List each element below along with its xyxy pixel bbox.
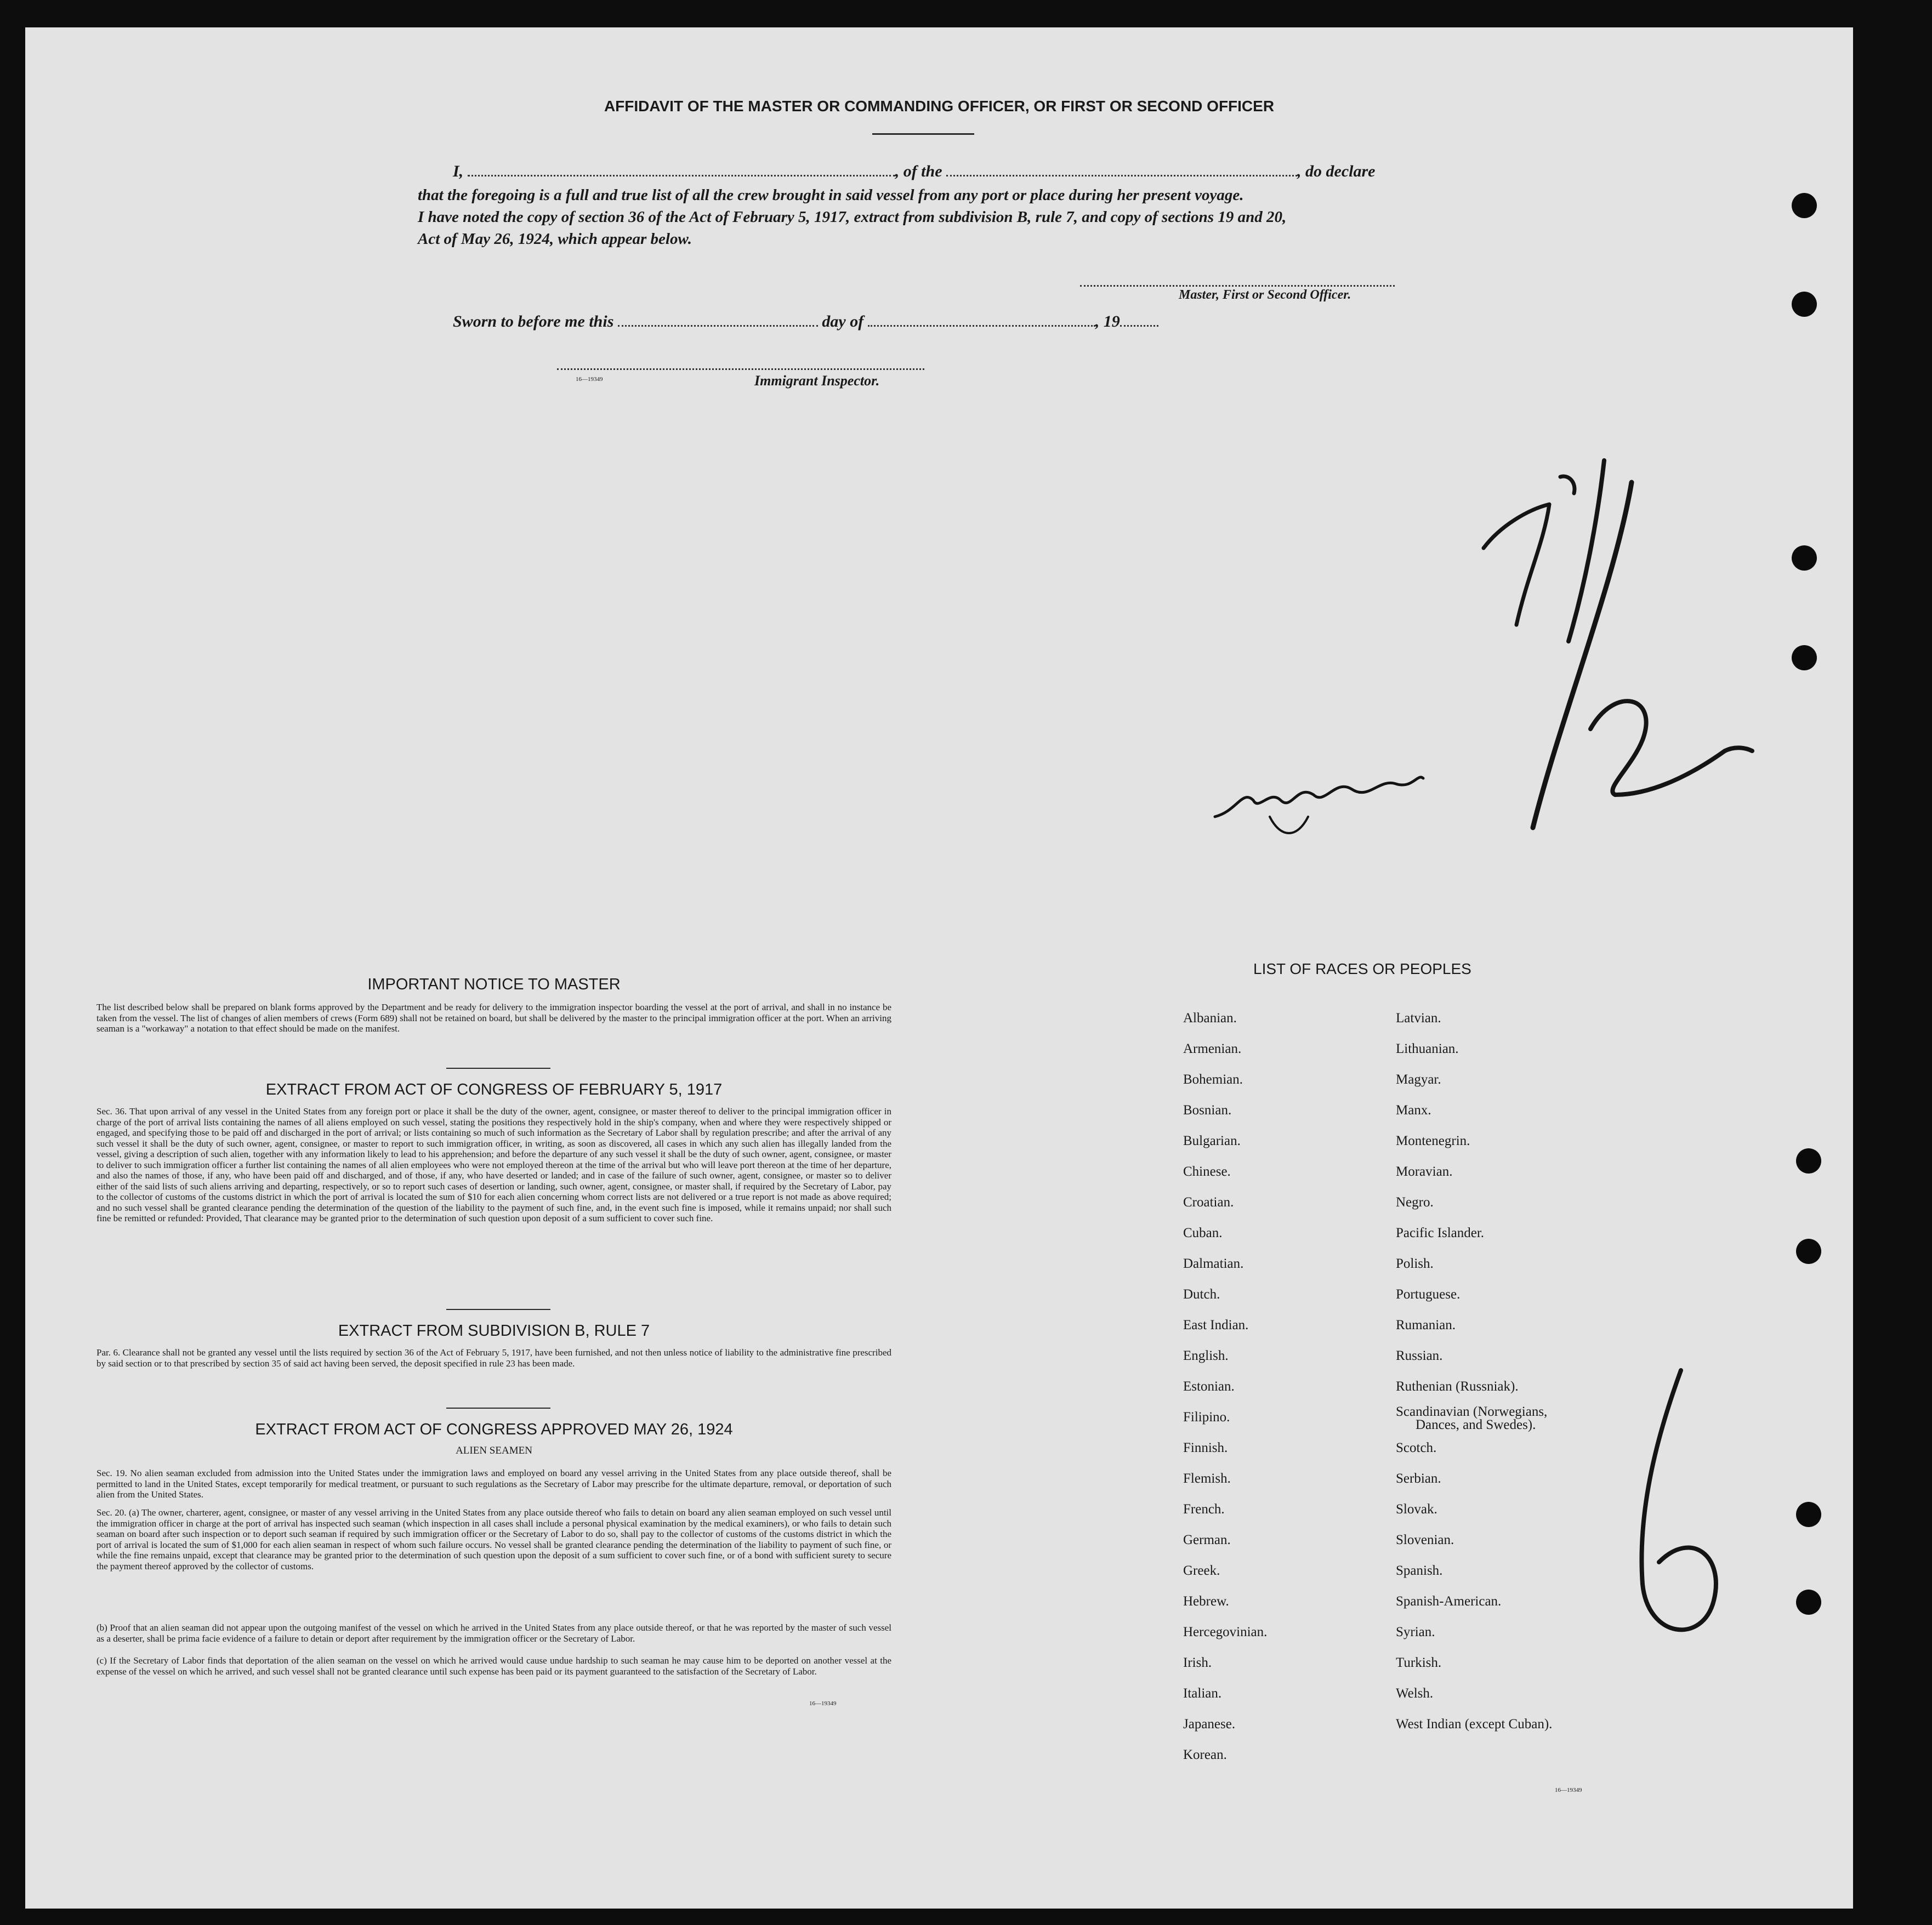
- race-item: Dalmatian.: [1183, 1256, 1244, 1271]
- notice-title: IMPORTANT NOTICE TO MASTER: [367, 976, 621, 993]
- race-item: Slovenian.: [1396, 1533, 1454, 1547]
- race-item: Spanish-American.: [1396, 1594, 1502, 1609]
- race-item: Magyar.: [1396, 1072, 1441, 1087]
- punch-hole: [1792, 545, 1817, 571]
- extract-1917-title: EXTRACT FROM ACT OF CONGRESS OF FEBRUARY 5, 1917: [265, 1081, 723, 1098]
- race-item: Montenegrin.: [1396, 1134, 1470, 1148]
- punch-hole: [1796, 1148, 1821, 1174]
- vessel-name-field[interactable]: [946, 175, 1297, 176]
- sworn-line: [453, 312, 1158, 331]
- race-item: Bosnian.: [1183, 1103, 1232, 1118]
- punch-hole: [1792, 292, 1817, 317]
- handwritten-number: [1626, 1365, 1736, 1650]
- race-item: Korean.: [1183, 1747, 1227, 1762]
- extract-form-number: 16—19349: [809, 1700, 837, 1707]
- extract-1924-subtitle: ALIEN SEAMEN: [456, 1445, 532, 1456]
- race-item: Welsh.: [1396, 1686, 1434, 1701]
- extract-1924-sec20a: Sec. 20. (a) The owner, charterer, agent, consignee, or master of any vessel arriving in the United States from any place outside thereof who fails to detain on board any alien seaman employed on such vessel until the immigration officer in charge at the port of arrival has inspected such seaman (which inspection in all cases shall include a personal physical examination by the medical examiners), or who fails to detain such seaman on board after such inspection or to deport such seaman if required by such immigration officer or the Secretary of Labor to do so, shall pay to the collector of customs of the customs district in which the port of arrival is located the sum of $1,000 for each alien seaman in respect of whom such failure occurs. No vessel shall be granted clearance pending the determination of the liability to payment of such fine, or while the fine remains unpaid, except that clearance may be granted prior to the determination of such question upon the deposit of a sum sufficient to cover such fine, or of a bond with sufficient surety to secure the payment thereof approved by the collector of customs.: [96, 1507, 891, 1571]
- race-item: Filipino.: [1183, 1410, 1230, 1425]
- divider-1: [446, 1068, 550, 1069]
- race-item: French.: [1183, 1502, 1225, 1517]
- race-item: Cuban.: [1183, 1226, 1223, 1240]
- race-item: Moravian.: [1396, 1164, 1453, 1179]
- affidavit-form-number: 16—19349: [576, 376, 603, 383]
- declarant-name-field[interactable]: [468, 175, 895, 176]
- divider-2: [446, 1309, 550, 1310]
- race-item: Latvian.: [1396, 1011, 1441, 1026]
- punch-hole: [1792, 645, 1817, 670]
- inspector-label: Immigrant Inspector.: [754, 373, 880, 389]
- race-item: Dutch.: [1183, 1287, 1220, 1302]
- race-item: English.: [1183, 1348, 1229, 1363]
- punch-hole: [1796, 1239, 1821, 1264]
- race-item: Scandinavian (Norwegians,: [1396, 1404, 1548, 1419]
- extract-1924-sec20c: (c) If the Secretary of Labor finds that deportation of the alien seaman on the vessel on which he arrived would cause undue hardship to such seaman he may cause him to be deported on another vessel at the expense of the vessel on which he arrived, and such vessel shall not be granted clearance until such expense has been paid or its payment guaranteed to the satisfaction of the Secretary of Labor.: [96, 1655, 891, 1677]
- race-item: Lithuanian.: [1396, 1041, 1459, 1056]
- race-item: Manx.: [1396, 1103, 1431, 1118]
- affidavit-line3: I have noted the copy of section 36 of the Act of February 5, 1917, extract from subdivision B, rule 7, and copy of sections 19 and 20,: [418, 208, 1287, 226]
- punch-hole: [1796, 1590, 1821, 1615]
- declarant-label: I,: [453, 162, 464, 180]
- races-right-column: [1396, 1003, 1552, 1740]
- race-item: Spanish.: [1396, 1563, 1443, 1578]
- extract-1917-body: Sec. 36. That upon arrival of any vessel in the United States from any foreign port or place it shall be the duty of the owner, agent, consignee, or master thereof to deliver to the principal immigration officer in charge of the port of arrival lists containing the names of all aliens employed on such vessel, stating the positions they respectively hold in the ship's company, when and where they were respectively shipped or engaged, and specifying those to be paid off and discharged in the port of arrival; or lists containing so much of such information as the Secretary of Labor shall by regulation prescribe; and after the arrival of any such vessel it shall be the duty of such owner, agent, consignee, or master to report to such immigration officer, in writing, as soon as discovered, all cases in which any such alien has illegally landed from the vessel, giving a description of such alien, together with any information likely to lead to his apprehension; and before the departure of any such vessel it shall be the duty of such owner, agent, consignee, or master to deliver to such immigration officer a further list containing the names of all alien employees who were not employed thereon at the time of the arrival but who will leave port thereon at the time of her departure, and also the names of those, if any, who have been paid off and discharged, and of those, if any, who have deserted or landed; and in case of the failure of such owner, agent, consignee, or master so to deliver either of the said lists of such aliens arriving and departing, respectively, or so to report such cases of desertion or landing, such owner, agent, consignee, or master shall, if required by the Secretary of Labor, pay to the collector of customs of the customs district in which the port of arrival is located the sum of $10 for each alien concerning whom correct lists are not delivered or a true report is not made as above required; and no such vessel shall be granted clearance pending the determination of the question of the liability to the payment of such fine, and, in the event such fine is imposed, while it remains unpaid; nor shall such fine be remitted or refunded: Provided, That clearance may be granted prior to the determination of such question upon deposit of a sum sufficient to cover such fine.: [96, 1106, 891, 1223]
- race-item: German.: [1183, 1533, 1231, 1547]
- race-item: Negro.: [1396, 1195, 1434, 1210]
- race-item: Turkish.: [1396, 1655, 1442, 1670]
- race-item: Greek.: [1183, 1563, 1220, 1578]
- rule7-body: Par. 6. Clearance shall not be granted any vessel until the lists required by section 36 of the Act of February 5, 1917, have been furnished, and not then unless notice of liability to the administrative fine prescribed by said section or to that prescribed by section 35 of said act having been served, the deposit specified in rule 23 has been made.: [96, 1347, 891, 1369]
- race-item: Flemish.: [1183, 1471, 1231, 1486]
- handwritten-word: [1204, 756, 1434, 844]
- sworn-month-field[interactable]: [868, 325, 1095, 327]
- race-item: East Indian.: [1183, 1318, 1249, 1332]
- race-item: Slovak.: [1396, 1502, 1437, 1517]
- race-item: Syrian.: [1396, 1625, 1435, 1639]
- notice-body: The list described below shall be prepared on blank forms approved by the Department and be ready for delivery to the immigration inspector boarding the vessel at the port of arrival, and shall in no instance be taken from the vessel. The list of changes of alien members of crews (Form 689) shall not be retained on board, but shall be delivered by the master to the principal immigration officer at the port. When an arriving seaman is a "workaway" a notation to that effect should be made on the manifest.: [96, 1002, 891, 1034]
- race-item: Japanese.: [1183, 1717, 1236, 1732]
- sworn-day-field[interactable]: [618, 325, 818, 327]
- race-item: Hebrew.: [1183, 1594, 1229, 1609]
- master-signature-line[interactable]: [1080, 285, 1395, 287]
- affidavit-title: AFFIDAVIT OF THE MASTER OR COMMANDING OFFICER, OR FIRST OR SECOND OFFICER: [604, 98, 1275, 115]
- sworn-prefix: Sworn to before me this: [453, 312, 614, 331]
- extract-1924-sec19: Sec. 19. No alien seaman excluded from admission into the United States under the immigration laws and employed on board any vessel arriving in the United States from any place outside thereof, shall be permitted to land in the United States, except temporarily for medical treatment, or pursuant to such regulations as the Secretary of Labor may prescribe for the ultimate departure, removal, or deportation of such alien from the United States.: [96, 1468, 891, 1500]
- race-item: Pacific Islander.: [1396, 1226, 1485, 1240]
- declare-label: , do declare: [1297, 162, 1376, 180]
- race-item: Armenian.: [1183, 1041, 1242, 1056]
- title-underline: [872, 133, 974, 135]
- race-item: Hercegovinian.: [1183, 1625, 1268, 1639]
- affidavit-line2: that the foregoing is a full and true list of all the crew brought in said vessel from any port or place during her present voyage.: [418, 186, 1244, 204]
- race-item: West Indian (except Cuban).: [1396, 1717, 1553, 1732]
- race-item: Portuguese.: [1396, 1287, 1461, 1302]
- race-item: Scotch.: [1396, 1440, 1437, 1455]
- vessel-label: , of the: [895, 162, 942, 180]
- punch-hole: [1792, 193, 1817, 218]
- sworn-day-label: day of: [822, 312, 864, 331]
- races-form-number: 16—19349: [1555, 1787, 1582, 1793]
- race-item: Serbian.: [1396, 1471, 1441, 1486]
- extract-1924-title: EXTRACT FROM ACT OF CONGRESS APPROVED MAY 26, 1924: [255, 1421, 733, 1438]
- sworn-year-label: , 19: [1095, 312, 1120, 331]
- race-item: Chinese.: [1183, 1164, 1231, 1179]
- race-item: Dances, and Swedes).: [1416, 1417, 1536, 1432]
- race-item: Bohemian.: [1183, 1072, 1243, 1087]
- rule7-title: EXTRACT FROM SUBDIVISION B, RULE 7: [338, 1322, 650, 1340]
- race-item: Polish.: [1396, 1256, 1434, 1271]
- races-title: LIST OF RACES OR PEOPLES: [1253, 960, 1471, 977]
- race-item: Croatian.: [1183, 1195, 1234, 1210]
- affidavit-line1: [453, 162, 1375, 181]
- race-item: Italian.: [1183, 1686, 1222, 1701]
- race-item: Russian.: [1396, 1348, 1443, 1363]
- extract-1924-sec20b: (b) Proof that an alien seaman did not appear upon the outgoing manifest of the vessel on which he arrived in the United States from any place outside thereof, or that he was reported by the master of such vessel as a deserter, shall be prima facie evidence of a failure to detain or deport after requirement by the immigration officer or the Secretary of Labor.: [96, 1622, 891, 1644]
- race-item: Ruthenian (Russniak).: [1396, 1379, 1519, 1394]
- punch-hole: [1796, 1502, 1821, 1527]
- document-sheet: [25, 27, 1853, 1909]
- race-item: Finnish.: [1183, 1440, 1228, 1455]
- inspector-signature-line[interactable]: [557, 368, 924, 370]
- race-item: Bulgarian.: [1183, 1134, 1241, 1148]
- race-item: Irish.: [1183, 1655, 1212, 1670]
- affidavit-line4: Act of May 26, 1924, which appear below.: [418, 230, 692, 248]
- race-item: Albanian.: [1183, 1011, 1237, 1026]
- races-left-column: [1183, 1003, 1267, 1770]
- master-signature-label: Master, First or Second Officer.: [1179, 288, 1351, 302]
- handwritten-fraction: [1451, 444, 1758, 839]
- race-item: Estonian.: [1183, 1379, 1235, 1394]
- divider-3: [446, 1408, 550, 1409]
- sworn-year-field[interactable]: [1120, 325, 1158, 327]
- race-item: Rumanian.: [1396, 1318, 1456, 1332]
